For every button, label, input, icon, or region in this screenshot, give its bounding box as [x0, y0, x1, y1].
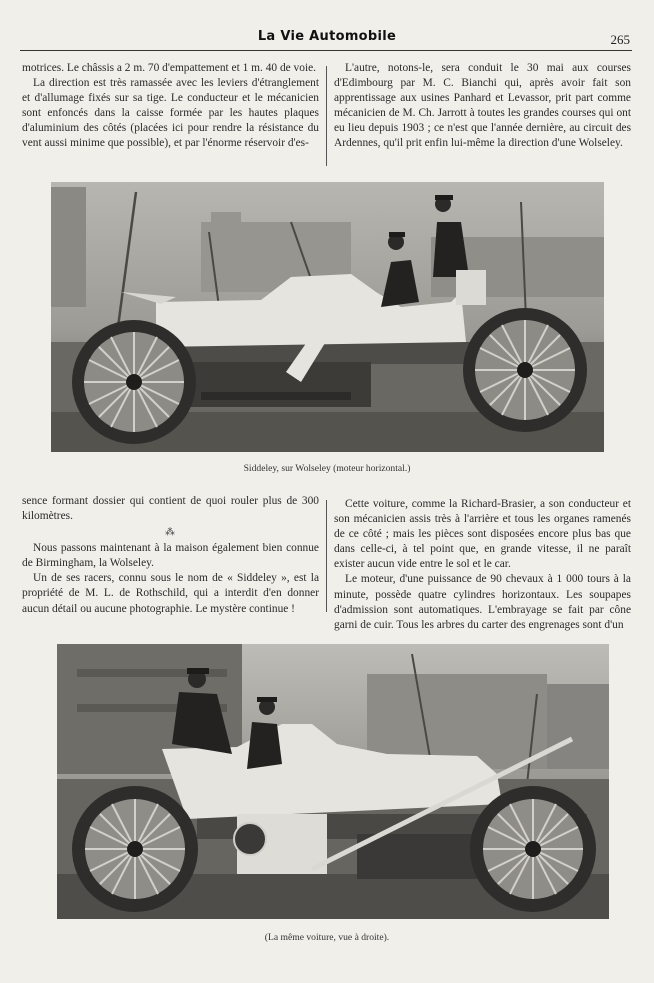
paragraph: La direction est très ramassée avec les leviers d'étranglement et d'allumage fixés sur sa tige. Le conducteur et le mécanicien sont enfoncés dans la caisse formée par les hautes plaques d'aluminium des côtés (placées ici pour rendre la résistance du vent aussi minime que possible), et par l'énorme réservoir d'es- [22, 77, 319, 150]
paragraph: motrices. Le châssis a 2 m. 70 d'empattement et 1 m. 40 de voie. [22, 62, 317, 74]
page-number: 265 [610, 32, 630, 47]
front-wheel [470, 786, 596, 912]
top-left-column [22, 61, 319, 152]
figure-2-caption: (La même voiture, vue à droite). [264, 932, 390, 943]
photo-siddeley-left-side [51, 182, 604, 452]
rear-wheel [463, 308, 587, 432]
column-divider [326, 66, 327, 166]
header-rule [20, 50, 632, 51]
running-header-title: La Vie Automobile [257, 29, 397, 44]
paragraph: Un de ses racers, connu sous le nom de « Siddeley », est la propriété de M. L. de Rothschild, qui a interdit d'en donner aucun détail ou aucune photographie. Le mystère continue ! [22, 572, 319, 615]
column-divider [326, 500, 327, 612]
photo-siddeley-right-side [57, 644, 609, 919]
paragraph: Le moteur, d'une puissance de 90 chevaux à 1 000 tours à la minute, possède quatre cylindres horizontaux. Les soupapes d'admission sont automatiques. L'embrayage se fait par cône garni de cuir. Tous les arbres du carter des engrenages sont d'un [334, 573, 631, 631]
paragraph: Cette voiture, comme la Richard-Brasier, a son conducteur et son mécanicien assis très à l'arrière et tous les organes ramenés de ce côté ; mais les pièces sont disposées encore plus bas que dans celle-ci, à tel point que, en grande vitesse, il ne paraît exister aucun vide entre le sol et le car. [334, 498, 631, 571]
racing-car-photo-2 [57, 644, 609, 919]
middle-right-column [334, 497, 631, 633]
paragraph: L'autre, notons-le, sera conduit le 30 mai aux courses d'Edimbourg par M. C. Bianchi qui, après avoir fait son apprentissage aux usines Panhard et Levassor, prit part comme mécanicien de M. Ch. Jarrott à toutes les grandes courses qui ont eu lieu depuis 1903 ; ce n'est que l'année dernière, au circuit des Ardennes, qu'il prit enfin lui-même la direction d'une Wolseley. [334, 62, 631, 150]
front-wheel [72, 320, 196, 444]
paragraph: Nous passons maintenant à la maison également bien connue de Birmingham, la Wolseley. [22, 542, 319, 570]
rear-wheel [72, 786, 198, 912]
asterism-separator: ⁂ [165, 527, 176, 539]
paragraph: sence formant dossier qui contient de quoi rouler plus de 300 kilomètres. [22, 495, 319, 523]
top-right-column [334, 61, 631, 152]
racing-car-photo-1 [51, 182, 604, 452]
middle-left-column [22, 494, 319, 617]
figure-1-caption: Siddeley, sur Wolseley (moteur horizontal.) [243, 463, 411, 474]
